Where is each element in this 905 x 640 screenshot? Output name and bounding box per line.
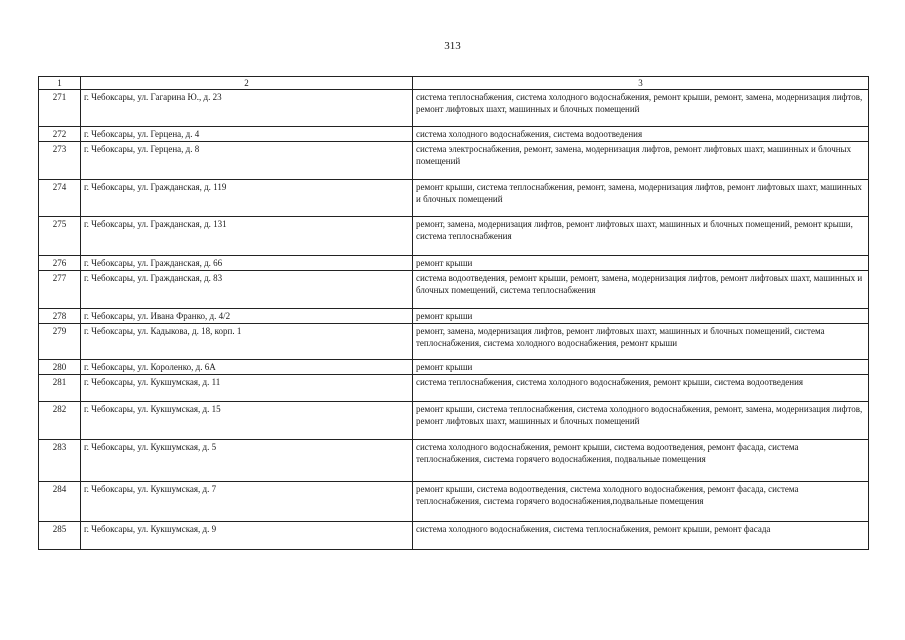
table-row	[39, 375, 869, 402]
row-number: 280	[39, 360, 81, 375]
row-address: г. Чебоксары, ул. Кукшумская, д. 11	[81, 375, 413, 402]
row-address: г. Чебоксары, ул. Гражданская, д. 66	[81, 256, 413, 271]
row-number: 272	[39, 127, 81, 142]
table-row	[39, 482, 869, 522]
row-number: 275	[39, 217, 81, 256]
table-row	[39, 309, 869, 324]
table-row	[39, 127, 869, 142]
table-header-row	[39, 77, 869, 90]
table-row	[39, 360, 869, 375]
row-address: г. Чебоксары, ул. Гагарина Ю., д. 23	[81, 90, 413, 127]
row-works: ремонт крыши	[413, 256, 869, 271]
row-number: 274	[39, 180, 81, 217]
row-address: г. Чебоксары, ул. Кадыкова, д. 18, корп. 1	[81, 324, 413, 360]
row-works: система холодного водоснабжения, система водоотведения	[413, 127, 869, 142]
row-works: система электроснабжения, ремонт, замена, модернизация лифтов, ремонт лифтовых шахт, машинных и блочных помещений	[413, 142, 869, 180]
row-number: 271	[39, 90, 81, 127]
row-works: ремонт крыши	[413, 360, 869, 375]
row-address: г. Чебоксары, ул. Кукшумская, д. 15	[81, 402, 413, 440]
row-number: 273	[39, 142, 81, 180]
row-address: г. Чебоксары, ул. Герцена, д. 4	[81, 127, 413, 142]
row-address: г. Чебоксары, ул. Гражданская, д. 131	[81, 217, 413, 256]
row-address: г. Чебоксары, ул. Кукшумская, д. 7	[81, 482, 413, 522]
row-number: 282	[39, 402, 81, 440]
row-works: ремонт крыши, система водоотведения, система холодного водоснабжения, ремонт фасада, система теплоснабжения, система горячего водоснабжения,подвальные помещения	[413, 482, 869, 522]
row-works: ремонт, замена, модернизация лифтов, ремонт лифтовых шахт, машинных и блочных помещений, система теплоснабжения, система холодного водоснабжения, ремонт крыши	[413, 324, 869, 360]
row-works: система холодного водоснабжения, ремонт крыши, система водоотведения, ремонт фасада, система теплоснабжения, система горячего водоснабжения, подвальные помещения	[413, 440, 869, 482]
row-works: система водоотведения, ремонт крыши, ремонт, замена, модернизация лифтов, ремонт лифтовых шахт, машинных и блочных помещений, система теплоснабжения	[413, 271, 869, 309]
row-address: г. Чебоксары, ул. Герцена, д. 8	[81, 142, 413, 180]
row-number: 285	[39, 522, 81, 550]
row-number: 276	[39, 256, 81, 271]
row-number: 279	[39, 324, 81, 360]
row-works: система теплоснабжения, система холодного водоснабжения, ремонт крыши, система водоотведения	[413, 375, 869, 402]
row-works: ремонт крыши	[413, 309, 869, 324]
row-number: 278	[39, 309, 81, 324]
row-address: г. Чебоксары, ул. Короленко, д. 6А	[81, 360, 413, 375]
row-number: 277	[39, 271, 81, 309]
row-address: г. Чебоксары, ул. Ивана Франко, д. 4/2	[81, 309, 413, 324]
row-number: 283	[39, 440, 81, 482]
row-works: ремонт, замена, модернизация лифтов, ремонт лифтовых шахт, машинных и блочных помещений, ремонт крыши, система теплоснабжения	[413, 217, 869, 256]
registry-table	[38, 76, 869, 550]
column-header-number: 1	[39, 77, 81, 90]
column-header-works: 3	[413, 77, 869, 90]
row-number: 281	[39, 375, 81, 402]
table-row	[39, 324, 869, 360]
row-works: система теплоснабжения, система холодного водоснабжения, ремонт крыши, ремонт, замена, модернизация лифтов, ремонт лифтовых шахт, машинных и блочных помещений	[413, 90, 869, 127]
table-row	[39, 522, 869, 550]
column-header-address: 2	[81, 77, 413, 90]
row-address: г. Чебоксары, ул. Гражданская, д. 83	[81, 271, 413, 309]
table-row	[39, 402, 869, 440]
row-works: система холодного водоснабжения, система теплоснабжения, ремонт крыши, ремонт фасада	[413, 522, 869, 550]
row-works: ремонт крыши, система теплоснабжения, система холодного водоснабжения, ремонт, замена, модернизация лифтов, ремонт лифтовых шахт, машинных и блочных помещений	[413, 402, 869, 440]
row-number: 284	[39, 482, 81, 522]
table-row	[39, 271, 869, 309]
table-row	[39, 256, 869, 271]
table-row	[39, 90, 869, 127]
table-row	[39, 217, 869, 256]
table-row	[39, 142, 869, 180]
row-address: г. Чебоксары, ул. Кукшумская, д. 5	[81, 440, 413, 482]
row-address: г. Чебоксары, ул. Кукшумская, д. 9	[81, 522, 413, 550]
table-row	[39, 440, 869, 482]
page-number: 313	[444, 40, 461, 52]
row-address: г. Чебоксары, ул. Гражданская, д. 119	[81, 180, 413, 217]
row-works: ремонт крыши, система теплоснабжения, ремонт, замена, модернизация лифтов, ремонт лифтовых шахт, машинных и блочных помещений	[413, 180, 869, 217]
table-row	[39, 180, 869, 217]
